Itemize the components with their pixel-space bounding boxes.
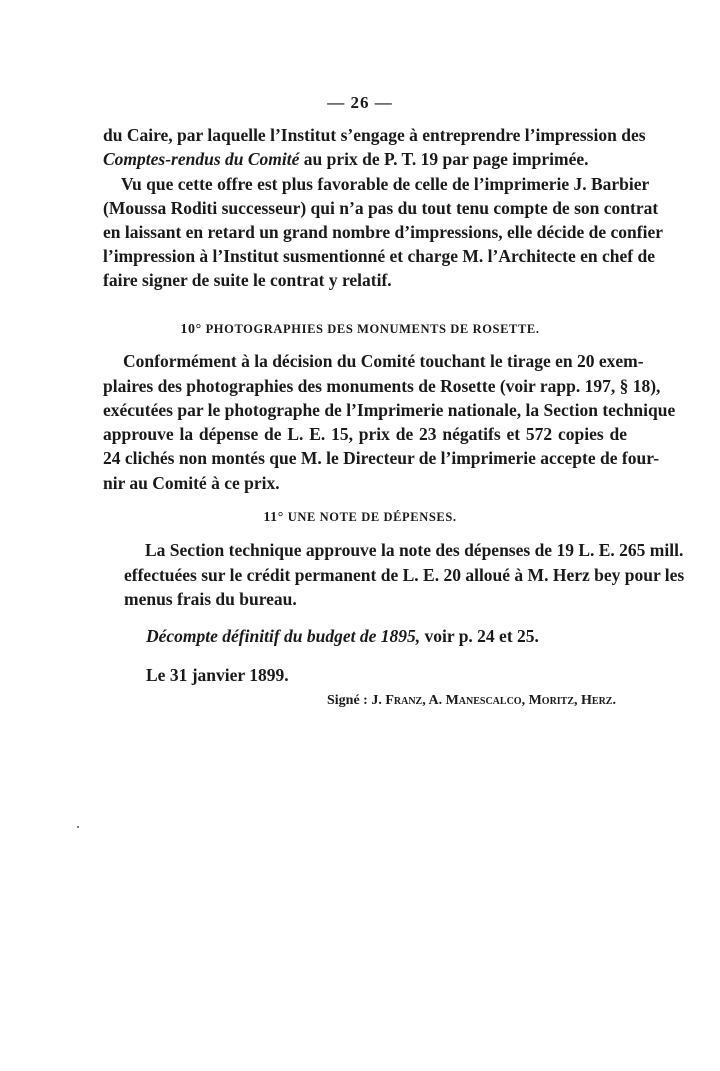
section-10-line-5: 24 clichés non montés que M. le Directeur de l’imprimerie accepte de four- [103,448,660,468]
signature-line [327,690,616,712]
section-10-line-2: plaires des photographies des monuments de Rosette (voir rapp. 197, § 18), [103,376,661,396]
paragraph-b-line-4: l’impression à l’Institut susmentionné et charge M. l’Architecte en chef de [103,246,655,266]
comptes-rendus-title: Comptes-rendus du Comité [103,149,300,169]
paragraph-b-line-2: (Moussa Roditi successeur) qui n’a pas du tout tenu compte de son contrat [103,198,659,218]
section-10-line-1: Conformément à la décision du Comité touchant le tirage en 20 exem- [123,351,644,371]
section-11-title: UNE NOTE DE DÉPENSES. [287,510,457,524]
section-10-line-3: exécutées par le photographe de l’Imprimerie nationale, la Section technique [103,400,676,420]
budget-reference [146,625,539,647]
signature-names: J. Franz, A. Manescalco, Moritz, Herz. [371,693,616,708]
section-10-line-6: nir au Comité à ce prix. [103,473,280,493]
paragraph-b-line-3: en laissant en retard un grand nombre d’impressions, elle décide de confier [103,222,663,242]
paragraph-a-line-1: du Caire, par laquelle l’Institut s’engage à entreprendre l’impression des [103,125,646,145]
section-10-title: PHOTOGRAPHIES DES MONUMENTS DE ROSETTE. [205,322,540,336]
scan-speck [77,826,79,828]
section-10-number: 10° [180,322,202,337]
section-11-heading [0,510,720,526]
paragraph-b-line-1: Vu que cette offre est plus favorable de celle de l’imprimerie J. Barbier [121,174,650,194]
budget-reference-rest: voir p. 24 et 25. [420,626,539,646]
section-11-number: 11° [263,510,284,525]
date-line: Le 31 janvier 1899. [146,665,289,685]
section-11-line-1: La Section technique approuve la note des dépenses de 19 L. E. 265 mill. [145,540,684,560]
paragraph-b-line-5: faire signer de suite le contrat y relatif. [103,270,392,290]
paragraph-a-line-2-rest: au prix de P. T. 19 par page imprimée. [299,149,589,169]
section-10-line-4: approuve la dépense de L. E. 15, prix de 23 négatifs et 572 copies de [103,424,627,444]
section-11-line-2: effectuées sur le crédit permanent de L. E. 20 alloué à M. Herz bey pour les [124,565,685,585]
section-11-line-3: menus frais du bureau. [124,589,297,609]
page-number: — 26 — [327,93,393,112]
section-10-heading [0,322,720,338]
signature-prefix: Signé : [327,693,372,708]
budget-reference-italic: Décompte définitif du budget de 1895, [146,626,421,646]
paragraph-a-line-2 [103,148,589,170]
